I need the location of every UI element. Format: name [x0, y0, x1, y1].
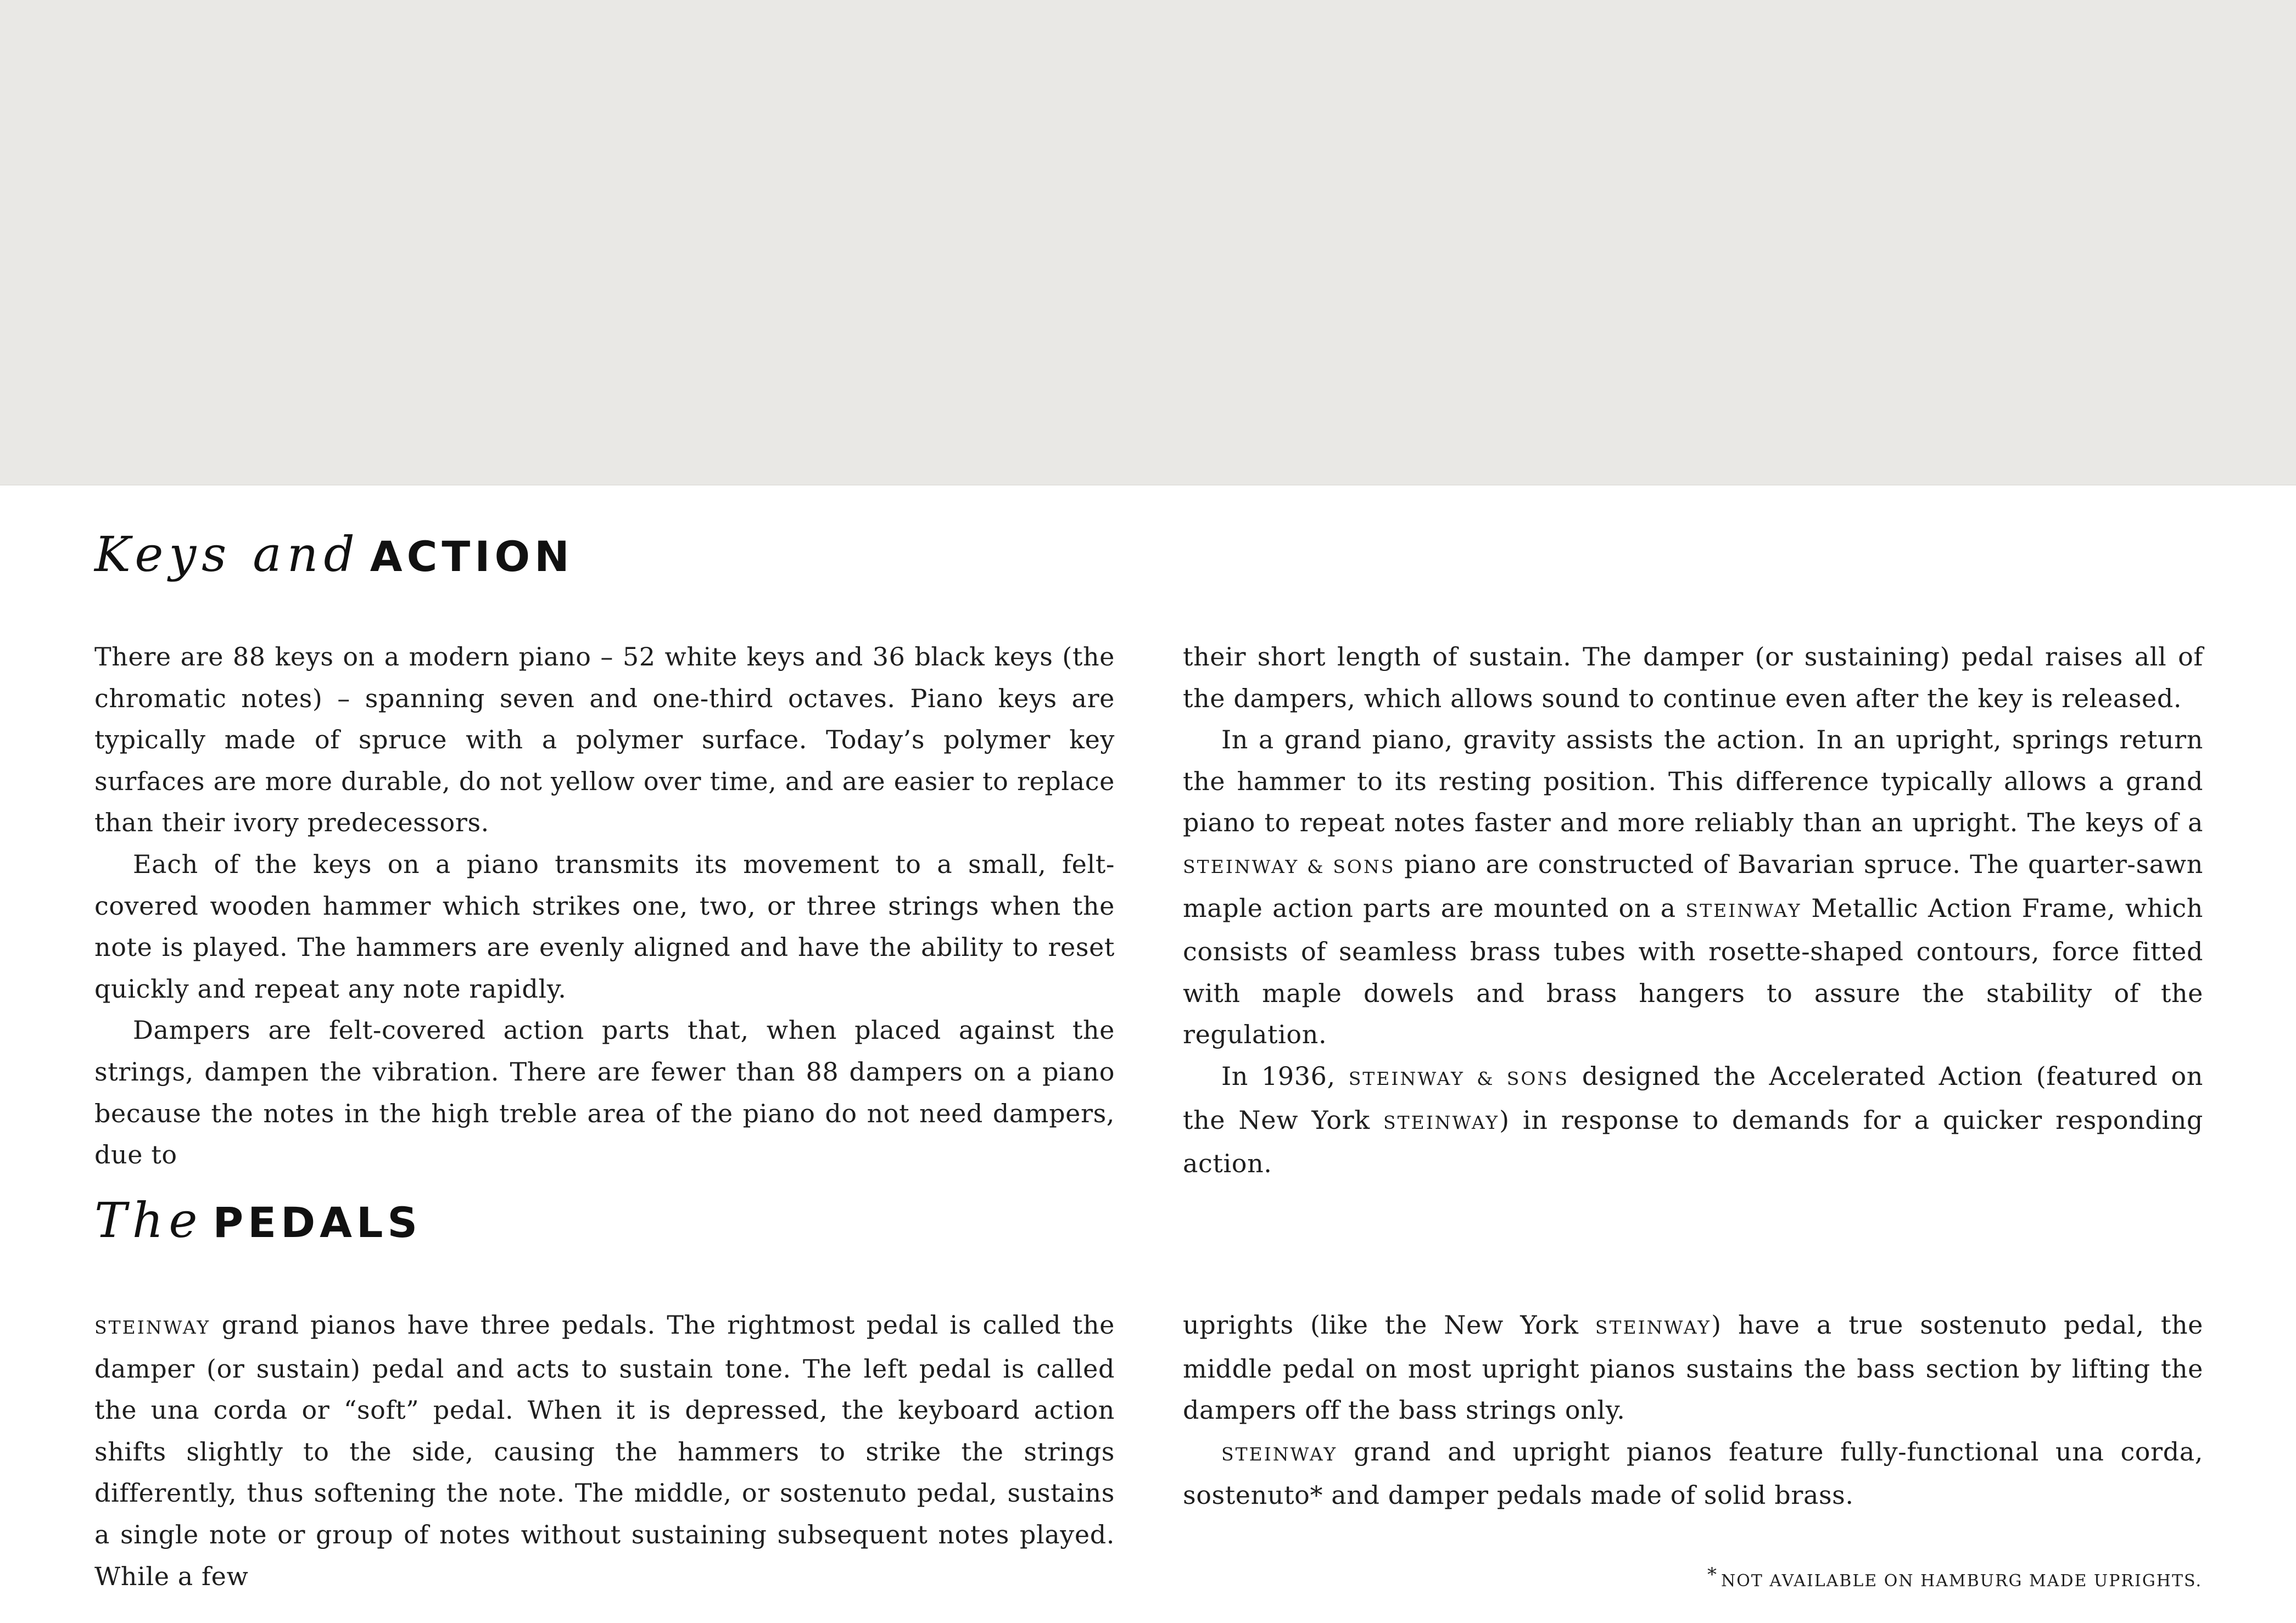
footnote-asterisk: *	[1707, 1564, 1718, 1586]
pedals-paragraph-3	[1183, 1431, 2203, 1516]
keys-paragraph-5	[1183, 719, 2203, 1056]
text-run: In a grand piano, gravity assists the action. In an upright, springs return the hammer to its resting position. This difference typically allows a grand piano to repeat notes faster and more reliably than an upright. The keys of a	[1183, 725, 2203, 838]
keys-paragraph-2: Each of the keys on a piano transmits its movement to a small, felt-covered wooden hammer which strikes one, two, or three strings when the note is played. The hammers are evenly aligned and have the ability to reset quickly and repeat any note rapidly.	[94, 849, 1115, 1004]
text-run: uprights (like the New York	[1183, 1310, 1579, 1340]
pedals-right-column	[1183, 1305, 2203, 1516]
pedals-heading-caps: PEDALS	[213, 1198, 422, 1247]
text-run: designed the Accelerated Action (featured on the New York	[1183, 1061, 2203, 1135]
text-run: In 1936,	[1221, 1061, 1336, 1091]
brand-steinway: STEINWAY	[1383, 1111, 1500, 1133]
text-run: Metallic Action Frame, which consists of seamless brass tubes with rosette-shaped contours, force fitted with maple dowels and brass hangers to assure the stability of the regulation.	[1183, 893, 2203, 1050]
pedals-heading	[94, 1188, 422, 1253]
keys-paragraph-1: There are 88 keys on a modern piano – 52 white keys and 36 black keys (the chromatic notes) – spanning seven and one-third octaves. Piano keys are typically made of spruce with a polymer surface. Today’s polymer key surfaces are more durable, do not yellow over time, and are easier to replace than their ivory predecessors.	[94, 642, 1115, 838]
text-run: grand pianos have three pedals. The rightmost pedal is called the damper (or sustain) pedal and acts to sustain tone. The left pedal is called the una corda or “soft” pedal. When it is depressed, the keyboard action shifts slightly to the side, causing the hammers to strike the strings differently, thus softening the note. The middle, or sostenuto pedal, sustains a single note or group of notes without sustaining subsequent notes played. While a few	[94, 1310, 1115, 1591]
keys-heading-italic: Keys and	[94, 526, 360, 583]
keys-paragraph-4: their short length of sustain. The damper (or sustaining) pedal raises all of the dampers, which allows sound to continue even after the key is released.	[1183, 642, 2203, 713]
keys-paragraph-6	[1183, 1056, 2203, 1185]
brand-steinway-sons: STEINWAY & SONS	[1183, 855, 1395, 877]
text-run: ) have a true sostenuto pedal, the middle pedal on most upright pianos sustains the bass section by lifting the dampers off the bass strings only.	[1183, 1310, 2204, 1425]
text-run: grand and upright pianos feature fully-functional una corda, sostenuto* and damper pedals made of solid brass.	[1183, 1436, 2203, 1510]
text-run: ) in response to demands for a quicker responding action.	[1183, 1105, 2203, 1179]
keys-left-column	[94, 636, 1115, 1176]
keys-paragraph-3: Dampers are felt-covered action parts that, when placed against the strings, dampen the vibration. There are fewer than 88 dampers on a piano because the notes in the high treble area of the piano do not need dampers, due to	[94, 1015, 1115, 1170]
footnote	[1707, 1566, 2202, 1595]
pedals-paragraph-2	[1183, 1305, 2203, 1431]
brand-steinway: STEINWAY	[1595, 1317, 1712, 1338]
keys-action-heading	[94, 522, 574, 587]
brand-steinway: STEINWAY	[1685, 899, 1802, 921]
hero-photo	[0, 0, 2296, 485]
brand-steinway: STEINWAY	[1221, 1443, 1338, 1465]
keys-heading-caps: ACTION	[370, 532, 574, 581]
pedals-heading-italic: The	[94, 1192, 203, 1249]
brand-steinway: STEINWAY	[94, 1317, 211, 1338]
text-run: piano are constructed of Bavarian spruce. The quarter-sawn maple action parts are mounted on a	[1183, 849, 2203, 923]
pedals-left-column	[94, 1305, 1115, 1597]
footnote-text: NOT AVAILABLE ON HAMBURG MADE UPRIGHTS.	[1721, 1571, 2202, 1591]
keys-right-column	[1183, 636, 2203, 1185]
brand-steinway-sons: STEINWAY & SONS	[1348, 1067, 1569, 1089]
pedals-paragraph-1	[94, 1305, 1115, 1597]
